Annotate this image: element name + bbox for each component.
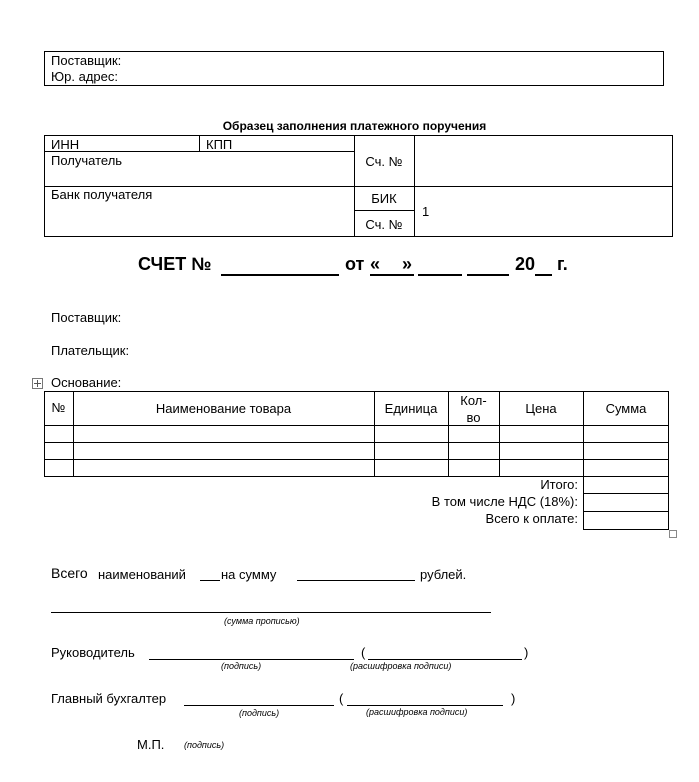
bik-label: БИК xyxy=(371,191,397,206)
chief-sign-line xyxy=(184,705,334,706)
table-row xyxy=(44,459,669,460)
col-header-price: Цена xyxy=(525,401,557,416)
quote-close: » xyxy=(402,254,413,274)
stamp-label: М.П. xyxy=(137,737,165,752)
totals-box xyxy=(583,476,669,530)
names-count-line xyxy=(200,580,220,581)
bank-label: Банк получателя xyxy=(51,187,153,202)
quote-open: « xyxy=(370,254,381,274)
party-payer: Плательщик: xyxy=(51,343,130,358)
col-header-number: № xyxy=(51,400,66,415)
summary-on-sum: на сумму xyxy=(221,567,277,582)
chief-open-paren: ( xyxy=(339,691,344,706)
total-label: Итого: xyxy=(540,477,578,492)
table-row xyxy=(44,442,669,443)
col-header-name: Наименование товара xyxy=(155,401,292,416)
col-header-unit: Единица xyxy=(384,401,438,416)
table-row xyxy=(44,425,669,426)
summary-rubles: рублей. xyxy=(420,567,467,582)
summary-total-big: Всего xyxy=(51,565,88,581)
year-suffix: г. xyxy=(557,254,568,274)
head-close-paren: ) xyxy=(524,645,529,660)
invoice-prefix: СЧЕТ № xyxy=(138,254,212,274)
head-open-paren: ( xyxy=(361,645,366,660)
table-move-handle[interactable] xyxy=(32,378,43,389)
supplier-box xyxy=(44,51,664,86)
supplier-label: Поставщик: xyxy=(51,53,122,68)
account2-label: Сч. № xyxy=(365,217,403,232)
chief-close-paren: ) xyxy=(511,691,516,706)
col-header-qty-line1: Кол- xyxy=(460,393,487,408)
invoice-number-line xyxy=(221,274,339,276)
chief-decode-hint: (расшифровка подписи) xyxy=(366,707,468,717)
account-label: Сч. № xyxy=(365,154,403,169)
sum-line xyxy=(297,580,415,581)
payment-order-title: Образец заполнения платежного поручения xyxy=(222,119,487,133)
grid-line xyxy=(44,151,354,152)
chief-accountant-label: Главный бухгалтер xyxy=(51,691,167,706)
vat-label: В том числе НДС (18%): xyxy=(431,494,578,509)
grid-line xyxy=(354,210,414,211)
chief-sign-hint: (подпись) xyxy=(239,708,280,718)
inn-label: ИНН xyxy=(51,137,80,152)
table-resize-handle[interactable] xyxy=(669,530,677,538)
sum-words-hint: (сумма прописью) xyxy=(224,616,300,626)
year-prefix: 20 xyxy=(515,254,536,274)
party-supplier: Поставщик: xyxy=(51,310,122,325)
grid-line xyxy=(199,135,200,151)
head-label: Руководитель xyxy=(51,645,135,660)
sum-words-line xyxy=(51,612,491,613)
totals-line xyxy=(583,511,669,512)
day-line xyxy=(370,274,414,276)
to-pay-label: Всего к оплате: xyxy=(485,511,578,526)
head-decode-hint: (расшифровка подписи) xyxy=(350,661,452,671)
move-arrows-icon xyxy=(33,379,42,388)
invoice-ot: от xyxy=(345,254,365,274)
month-line xyxy=(418,274,462,276)
head-decode-line xyxy=(368,659,522,660)
head-sign-line xyxy=(149,659,354,660)
kpp-label: КПП xyxy=(206,137,233,152)
recipient-label: Получатель xyxy=(51,153,123,168)
summary-names: наименований xyxy=(98,567,186,582)
legal-address-label: Юр. адрес: xyxy=(51,69,118,84)
chief-decode-line xyxy=(347,705,503,706)
head-sign-hint: (подпись) xyxy=(221,661,262,671)
party-basis: Основание: xyxy=(51,375,122,390)
month-line-2 xyxy=(467,274,509,276)
stamp-sign-hint: (подпись) xyxy=(184,740,225,750)
bik-value: 1 xyxy=(422,204,430,219)
year-line xyxy=(535,274,552,276)
totals-line xyxy=(583,493,669,494)
col-header-qty-line2: во xyxy=(466,410,481,425)
col-header-sum: Сумма xyxy=(605,401,647,416)
